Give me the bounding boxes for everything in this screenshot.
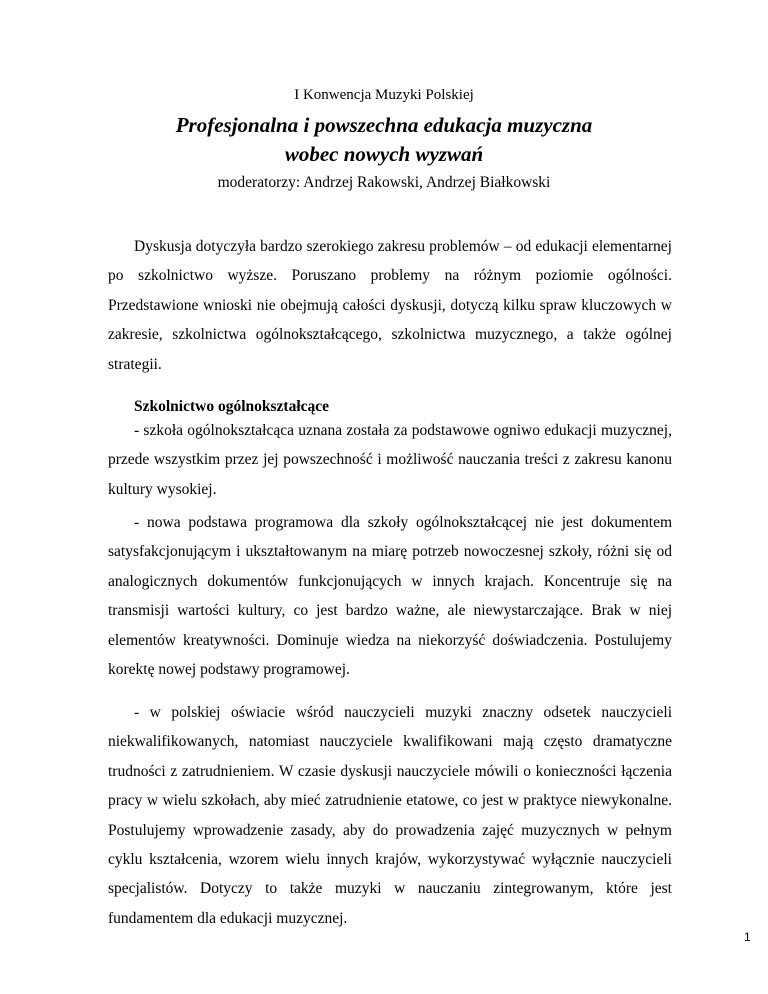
section-paragraph-2: - nowa podstawa programowa dla szkoły ogólnokształcącej nie jest dokumentem satysfakcjonującym i ukształtowanym na miarę potrzeb nowoczesnej szkoły, różni się od analogicznych dokumentów funkcjonujących w innych krajach. Koncentruje się na transmisji wartości kultury, co jest bardzo ważne, ale niewystarczające. Brak w niej elementów kreatywności. Dominuje wiedza na niekorzyść doświadczenia. Postulujemy korektę nowej podstawy programowej.	[108, 514, 672, 679]
section-paragraph-1: - szkoła ogólnokształcąca uznana została za podstawowe ogniwo edukacji muzycznej, przede wszystkim przez jej powszechność i możliwość nauczania treści z zakresu kanonu kultury wysokiej.	[108, 422, 672, 498]
section-paragraph-3: - w polskiej oświacie wśród nauczycieli muzyki znaczny odsetek nauczycieli niekwalifikowanych, natomiast nauczyciele kwalifikowani mają często dramatyczne trudności z zatrudnieniem. W czasie dyskusji nauczyciele mówili o konieczności łączenia pracy w wielu szkołach, aby mieć zatrudnienie etatowe, co jest w praktyce niewykonalne. Postulujemy wprowadzenie zasady, aby do prowadzenia zajęć muzycznych w pełnym cyklu kształcenia, wzorem wielu innych krajów, wykorzystywać wyłącznie nauczycieli specjalistów. Dotyczy to także muzyki w nauczaniu zintegrowanym, które jest fundamentem dla edukacji muzycznej.	[108, 704, 672, 927]
page-number: 1	[744, 930, 751, 944]
section-heading: Szkolnictwo ogólnokształcące	[134, 398, 330, 415]
convention-name: I Konwencja Muzyki Polskiej	[294, 87, 474, 103]
document-title-line-1: Profesjonalna i powszechna edukacja muzyczna	[175, 113, 593, 137]
intro-paragraph: Dyskusja dotyczyła bardzo szerokiego zakresu problemów – od edukacji elementarnej po szkolnictwo wyższe. Poruszano problemy na różnym poziomie ogólności. Przedstawione wnioski nie obejmują całości dyskusji, dotyczą kilku spraw kluczowych w zakresie, szkolnictwa ogólnokształcącego, szkolnictwa muzycznego, a także ogólnej strategii.	[108, 238, 672, 373]
document-title-line-2: wobec nowych wyzwań	[284, 142, 484, 166]
moderators-line: moderatorzy: Andrzej Rakowski, Andrzej Białkowski	[217, 174, 551, 191]
